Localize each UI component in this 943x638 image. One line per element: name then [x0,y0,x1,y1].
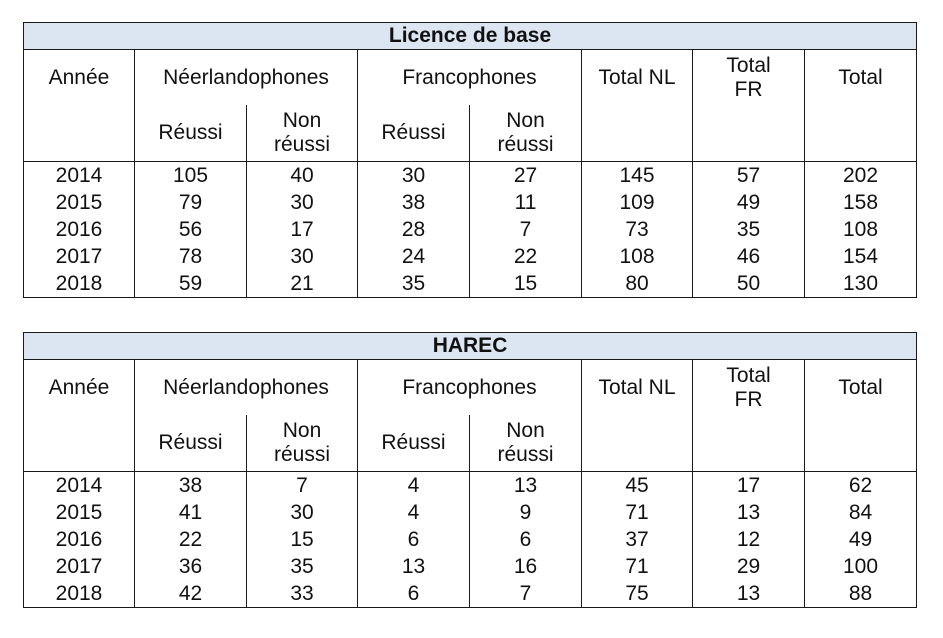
cell-nl-failed: 15 [247,526,358,553]
subheader-empty [582,415,693,472]
subheader-fr-failed [470,105,582,162]
cell-year: 2017 [24,243,135,270]
subheader-fr-failed-line1: Non [506,109,545,132]
subheader-nl-failed-line2: réussi [273,443,331,466]
cell-year: 2018 [24,270,135,298]
header-year: Année [24,50,135,106]
cell-total-fr: 57 [693,162,805,190]
table-row [24,580,917,608]
subheader-empty [805,105,917,162]
header-total: Total [805,360,917,416]
table-row [24,216,917,243]
cell-total-nl: 73 [582,216,693,243]
cell-fr-failed: 22 [470,243,582,270]
cell-fr-passed: 4 [358,472,470,500]
cell-total-nl: 145 [582,162,693,190]
cell-fr-failed: 9 [470,499,582,526]
cell-total-nl: 75 [582,580,693,608]
cell-nl-passed: 59 [135,270,247,298]
header-total-fr-line2: FR [734,387,763,411]
subheader-empty [693,415,805,472]
cell-nl-failed: 30 [247,243,358,270]
subheader-empty [805,415,917,472]
cell-nl-failed: 7 [247,472,358,500]
header-total-fr-line2: FR [734,77,763,101]
cell-total-fr: 13 [693,499,805,526]
subheader-nl-passed: Réussi [135,415,247,472]
table-title: Licence de base [24,23,917,50]
subheader-empty [693,105,805,162]
cell-total: 88 [805,580,917,608]
cell-fr-passed: 6 [358,580,470,608]
table-row [24,270,917,298]
cell-fr-failed: 15 [470,270,582,298]
cell-fr-passed: 6 [358,526,470,553]
table-row [24,162,917,190]
cell-fr-failed: 16 [470,553,582,580]
cell-total-fr: 49 [693,189,805,216]
header-total-nl: Total NL [582,360,693,416]
cell-year: 2015 [24,499,135,526]
cell-year: 2018 [24,580,135,608]
cell-fr-passed: 4 [358,499,470,526]
cell-fr-passed: 30 [358,162,470,190]
cell-fr-passed: 28 [358,216,470,243]
subheader-nl-passed: Réussi [135,105,247,162]
cell-total-fr: 50 [693,270,805,298]
cell-nl-failed: 33 [247,580,358,608]
table-row [24,499,917,526]
cell-nl-passed: 79 [135,189,247,216]
cell-total-nl: 71 [582,553,693,580]
subheader-fr-failed-line1: Non [506,419,545,442]
cell-total: 49 [805,526,917,553]
cell-fr-failed: 6 [470,526,582,553]
cell-year: 2015 [24,189,135,216]
cell-total: 84 [805,499,917,526]
table-body [24,472,917,608]
cell-total-fr: 12 [693,526,805,553]
cell-nl-failed: 40 [247,162,358,190]
table-row [24,189,917,216]
header-fr: Francophones [358,50,582,106]
cell-total-fr: 46 [693,243,805,270]
cell-total: 154 [805,243,917,270]
licence-de-base-table [23,22,917,298]
cell-year: 2017 [24,553,135,580]
table-row [24,553,917,580]
cell-nl-passed: 105 [135,162,247,190]
header-total-fr [693,360,805,416]
cell-nl-failed: 35 [247,553,358,580]
cell-fr-passed: 13 [358,553,470,580]
cell-year: 2014 [24,472,135,500]
subheader-fr-failed-line2: réussi [497,443,554,466]
header-nl: Néerlandophones [135,50,358,106]
header-fr: Francophones [358,360,582,416]
cell-total-fr: 13 [693,580,805,608]
cell-nl-passed: 38 [135,472,247,500]
cell-year: 2016 [24,526,135,553]
cell-total: 130 [805,270,917,298]
subheader-empty [24,415,135,472]
cell-nl-passed: 78 [135,243,247,270]
cell-fr-failed: 11 [470,189,582,216]
cell-nl-failed: 17 [247,216,358,243]
cell-fr-failed: 7 [470,216,582,243]
cell-nl-passed: 56 [135,216,247,243]
cell-total: 100 [805,553,917,580]
cell-total: 62 [805,472,917,500]
subheader-nl-failed-line1: Non [282,419,322,442]
cell-nl-passed: 22 [135,526,247,553]
header-nl: Néerlandophones [135,360,358,416]
header-total-fr-line1: Total [726,53,771,77]
cell-nl-passed: 42 [135,580,247,608]
cell-nl-failed: 30 [247,189,358,216]
header-total-fr-line1: Total [726,363,771,387]
cell-total: 108 [805,216,917,243]
cell-fr-failed: 13 [470,472,582,500]
cell-nl-failed: 21 [247,270,358,298]
subheader-nl-failed-line2: réussi [273,133,331,156]
cell-total-nl: 71 [582,499,693,526]
subheader-fr-passed: Réussi [358,415,470,472]
cell-total: 202 [805,162,917,190]
cell-total-nl: 45 [582,472,693,500]
cell-year: 2016 [24,216,135,243]
cell-nl-passed: 41 [135,499,247,526]
header-total-nl: Total NL [582,50,693,106]
header-total-fr [693,50,805,106]
subheader-nl-failed [247,105,358,162]
cell-total-nl: 108 [582,243,693,270]
subheader-nl-failed [247,415,358,472]
subheader-fr-passed: Réussi [358,105,470,162]
table-row [24,526,917,553]
cell-nl-passed: 36 [135,553,247,580]
cell-total-fr: 17 [693,472,805,500]
subheader-fr-failed-line2: réussi [497,133,554,156]
header-year: Année [24,360,135,416]
cell-fr-failed: 7 [470,580,582,608]
cell-year: 2014 [24,162,135,190]
table-row [24,243,917,270]
subheader-empty [24,105,135,162]
table-title: HAREC [24,333,917,360]
subheader-fr-failed [470,415,582,472]
cell-total-nl: 37 [582,526,693,553]
cell-total-nl: 80 [582,270,693,298]
table-body [24,162,917,298]
cell-total-fr: 35 [693,216,805,243]
table-row [24,472,917,500]
cell-fr-passed: 38 [358,189,470,216]
cell-fr-passed: 35 [358,270,470,298]
cell-total-fr: 29 [693,553,805,580]
cell-nl-failed: 30 [247,499,358,526]
subheader-nl-failed-line1: Non [282,109,322,132]
cell-fr-passed: 24 [358,243,470,270]
cell-total-nl: 109 [582,189,693,216]
cell-total: 158 [805,189,917,216]
harec-table [23,332,917,608]
header-total: Total [805,50,917,106]
subheader-empty [582,105,693,162]
cell-fr-failed: 27 [470,162,582,190]
